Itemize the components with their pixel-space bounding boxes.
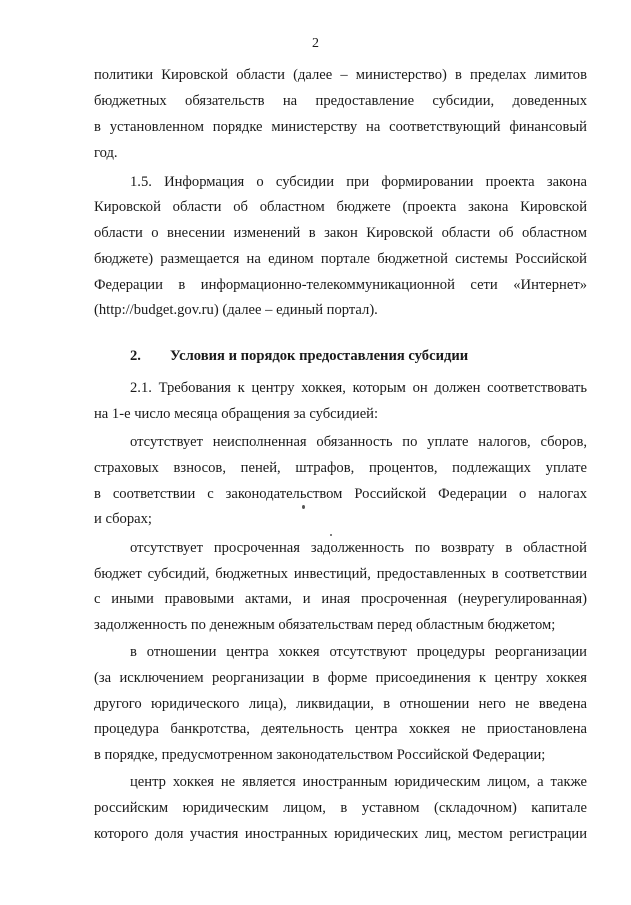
text-line: 1.5. Информация о субсидии при формировании проекта закона: [130, 174, 587, 190]
text-line: с иными правовыми актами, и иная просроченная (неурегулированная): [94, 591, 587, 607]
text-line: бюджетных обязательств на предоставление субсидии, доведенных: [94, 93, 587, 109]
text-line: которого доля участия иностранных юридических лиц, местом регистрации: [94, 826, 587, 842]
text-line: на 1-е число месяца обращения за субсидией:: [94, 406, 379, 422]
text-line: год.: [94, 145, 118, 161]
text-line: области о внесении изменений в закон Кировской области об областном: [94, 225, 587, 241]
text-line: в порядке, предусмотренном законодательством Российской Федерации;: [94, 747, 546, 763]
text-line: политики Кировской области (далее – министерство) в пределах лимитов: [94, 67, 587, 83]
text-line: отсутствует просроченная задолженность по возврату в областной: [130, 540, 587, 556]
text-line: (http://budget.gov.ru) (далее – единый портал).: [94, 302, 378, 318]
text-line: задолженность по денежным обязательствам перед областным бюджетом;: [94, 617, 556, 633]
text-line: Кировской области об областном бюджете (проекта закона Кировской: [94, 199, 587, 215]
text-line: в установленном порядке министерству на соответствующий финансовый: [94, 119, 587, 135]
text-line: другого юридического лица), ликвидации, в отношении него не введена: [94, 696, 587, 712]
text-line: российским юридическим лицом, в уставном (складочном) капитале: [94, 800, 587, 816]
text-line: в соответствии с законодательством Российской Федерации о налогах: [94, 486, 587, 502]
text-line: центр хоккея не является иностранным юридическим лицом, а также: [130, 774, 587, 790]
section-heading: [130, 346, 530, 366]
text-line: бюджете) размещается на едином портале бюджетной системы Российской: [94, 251, 587, 267]
scan-speck: [330, 534, 332, 536]
text-line: в отношении центра хоккея отсутствуют процедуры реорганизации: [130, 644, 587, 660]
text-line: отсутствует неисполненная обязанность по уплате налогов, сборов,: [130, 434, 587, 450]
text-line: бюджет субсидий, бюджетных инвестиций, предоставленных в соответствии: [94, 566, 587, 582]
section-title: Условия и порядок предоставления субсидии: [170, 348, 469, 364]
text-line: страховых взносов, пеней, штрафов, процентов, подлежащих уплате: [94, 460, 587, 476]
text-line: (за исключением реорганизации в форме присоединения к центру хоккея: [94, 670, 587, 686]
text-line: процедура банкротства, деятельность центра хоккея не приостановлена: [94, 721, 587, 737]
text-line: 2.1. Требования к центру хоккея, которым он должен соответствовать: [130, 380, 587, 396]
scan-speck: [302, 505, 305, 509]
text-line: и сборах;: [94, 511, 152, 527]
section-number: 2.: [130, 348, 141, 364]
text-line: Федерации в информационно-телекоммуникационной сети «Интернет»: [94, 277, 587, 293]
page-number: 2: [312, 36, 319, 51]
